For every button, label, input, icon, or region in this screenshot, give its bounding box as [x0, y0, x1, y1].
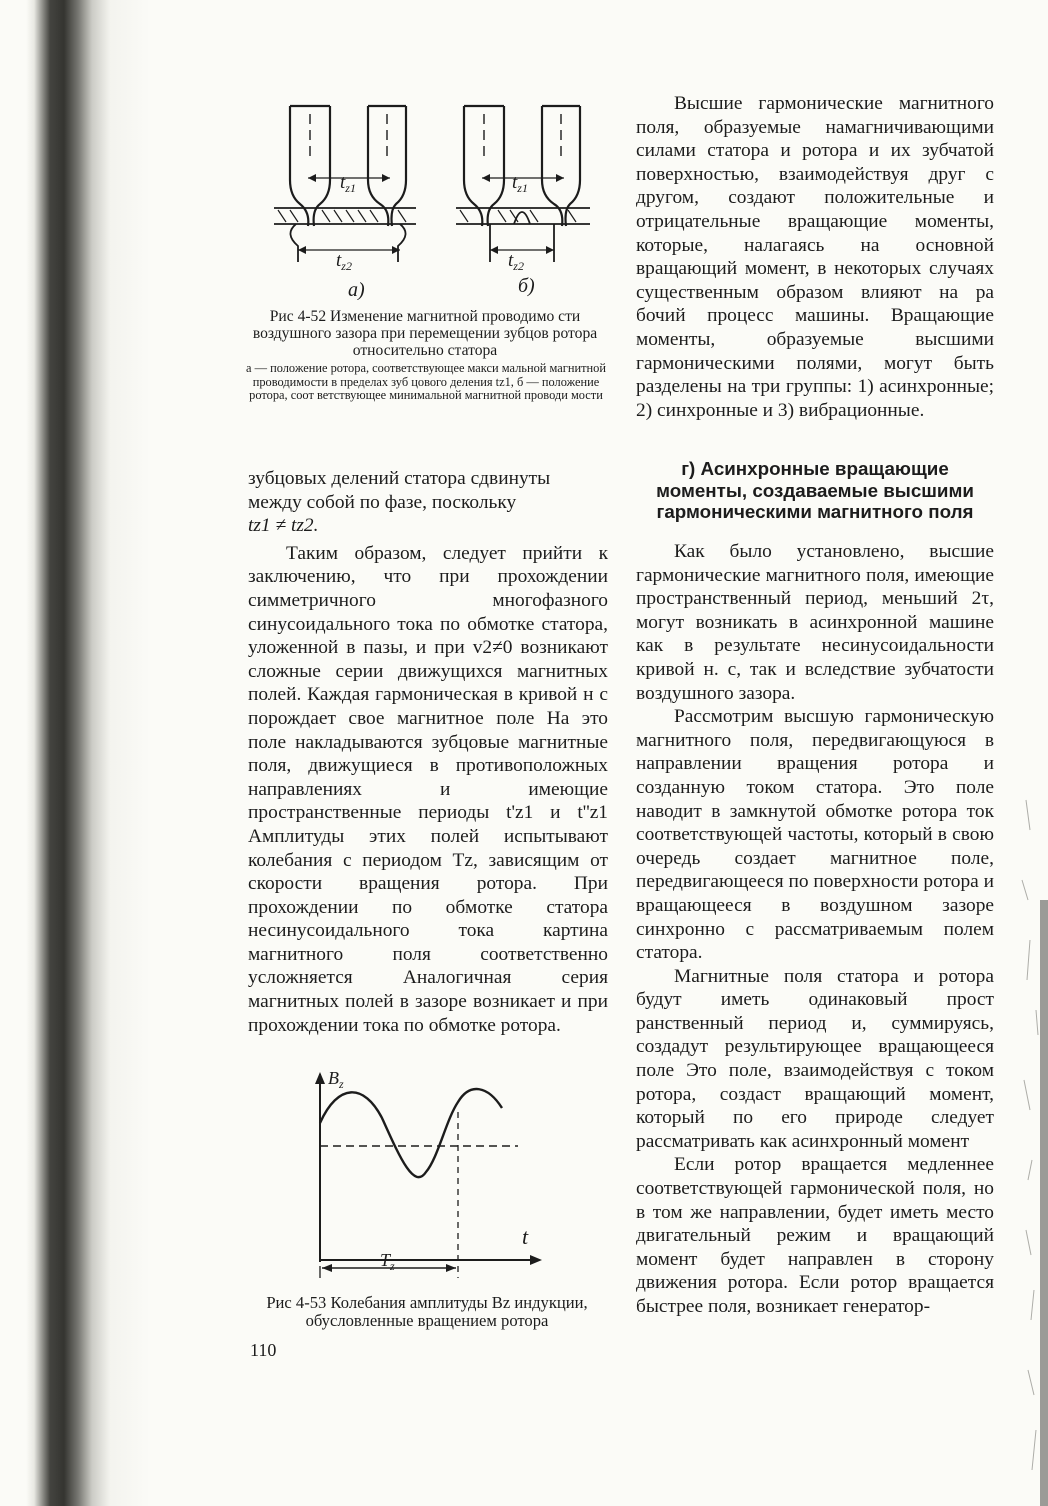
page-number: 110: [250, 1340, 277, 1360]
right-p5: Если ротор вращается медленнее соответствующей гармонической поля, но в том же направлении, будет иметь место двигательный режим и вращающий момент будет направлен в сторону движения ротора. Если ротор вращается быстрее поля, возникает генератор-: [636, 1154, 994, 1317]
right-column-body: [636, 540, 994, 1319]
left-p1-formula: tz1 ≠ tz2.: [248, 515, 319, 537]
right-p3: Рассмотрим высшую гармоническую магнитного поля, передвигающуюся в направлении вращения ротора и созданную током статора. Это поле наводит в замкнутой обмотке ротора ток соответствующей частоты, который в свою очередь создает магнитное поле, передвигающееся по поверхности ротора и вращающееся в воздушном зазоре синхронно с рассматриваемым полем статора.: [636, 706, 994, 964]
rotor-surface-b: [456, 208, 590, 224]
x-axis-label: t: [522, 1224, 529, 1249]
figure-4-53-caption: Рис 4-53 Колебания амплитуды Bz индукции, обусловленные вращением ротора: [266, 1293, 588, 1331]
label-tz2-a: $t_{z2}$: [336, 250, 352, 273]
right-p2: Как было установлено, высшие гармонические магнитного поля, имеющие пространственный период, меньший 2τ, могут возникать в асинхронной машине как в результате несинусоидальности кривой н. с, так и вследствие зубчатости воздушного зазора.: [636, 541, 994, 704]
left-p1-line2: между собой по фазе, поскольку: [248, 491, 517, 513]
right-p1: Высшие гармонические магнитного поля, образуемые намагничивающими силами статора и ротора и их зубчатой поверхностью, взаимодействуя друг с другом, создают положительные и отрицательные вращающие моменты, которые, налагаясь на основной вращающий момент, в некоторых случаях существенным образом влияют на ра бочий процесс машины. Вращающие моменты, образуемые высшими гармоническими полями, могут быть разделены на три группы: 1) асинхронные; 2) синхронные и 3) вибрационные.: [636, 93, 994, 421]
figure-4-52-caption-title: Рис 4-52 Изменение магнитной проводимо сти воздушного зазора при перемещении зубцов ротора относительно статора: [252, 308, 598, 359]
left-column: [248, 467, 608, 1037]
panel-label-b: б): [518, 275, 535, 297]
left-p2: Таким образом, следует прийти к заключению, что при прохождении симметричного многофазного синусоидального тока по обмотке статора, уложенной в пазы, и при v2≠0 возникают сложные серии движущихся магнитных полей. Каждая гармоническая в кривой н с порождает свое магнитное поле На это поле накладываются зубцовые магнитные поля, движущиеся в противоположных направлениях и имеющие пространственные периоды t'z1 и t''z1 Амплитуды этих полей испытывают колебания с периодом Tz, зависящим от скорости вращения ротора. При прохождении по обмотке статора несинусоидального тока картина магнитного поля соответственно усложняется Аналогичная серия магнитных полей в зазоре возникает и при прохождении тока по обмотке ротора.: [248, 542, 608, 1036]
figure-4-52-caption-detail: а — положение ротора, соответствующее макси мальной магнитной проводимости в пределах зуб цового деления tz1, б — положение ротора, соот ветствующее минимальной магнитной проводи мости: [246, 361, 606, 403]
right-column-top: [636, 92, 994, 422]
left-p1-line1: зубцовых делений статора сдвинуты: [248, 468, 551, 489]
right-p4: Магнитные поля статора и ротора будут иметь одинаковый прост ранственный период и, суммируясь, создадут результирующее вращающееся поле Это поле, взаимодействуя с током ротора, создаст вращающий момент, который по его природе следует рассматривать как асинхронный момент: [636, 965, 994, 1152]
bz-curve: [320, 1089, 502, 1177]
figure-4-53: [298, 1068, 548, 1290]
section-heading: г) Асинхронные вращающие моменты, создаваемые высшими гармоническими магнитного поля: [656, 458, 974, 522]
label-tz1-b: $t_{z1}$: [512, 172, 528, 195]
panel-label-a: а): [348, 279, 365, 300]
page-edge-noise: [996, 0, 1048, 1506]
figure-4-52: [268, 100, 590, 300]
rotor-surface-a: [274, 208, 416, 224]
y-axis-label: $B_z$: [328, 1068, 344, 1091]
period-label: $T_z$: [380, 1250, 395, 1273]
book-binding-shadow: [0, 0, 150, 1506]
label-tz2-b: $t_{z2}$: [508, 250, 524, 273]
label-tz1-a: $t_{z1}$: [340, 172, 356, 195]
